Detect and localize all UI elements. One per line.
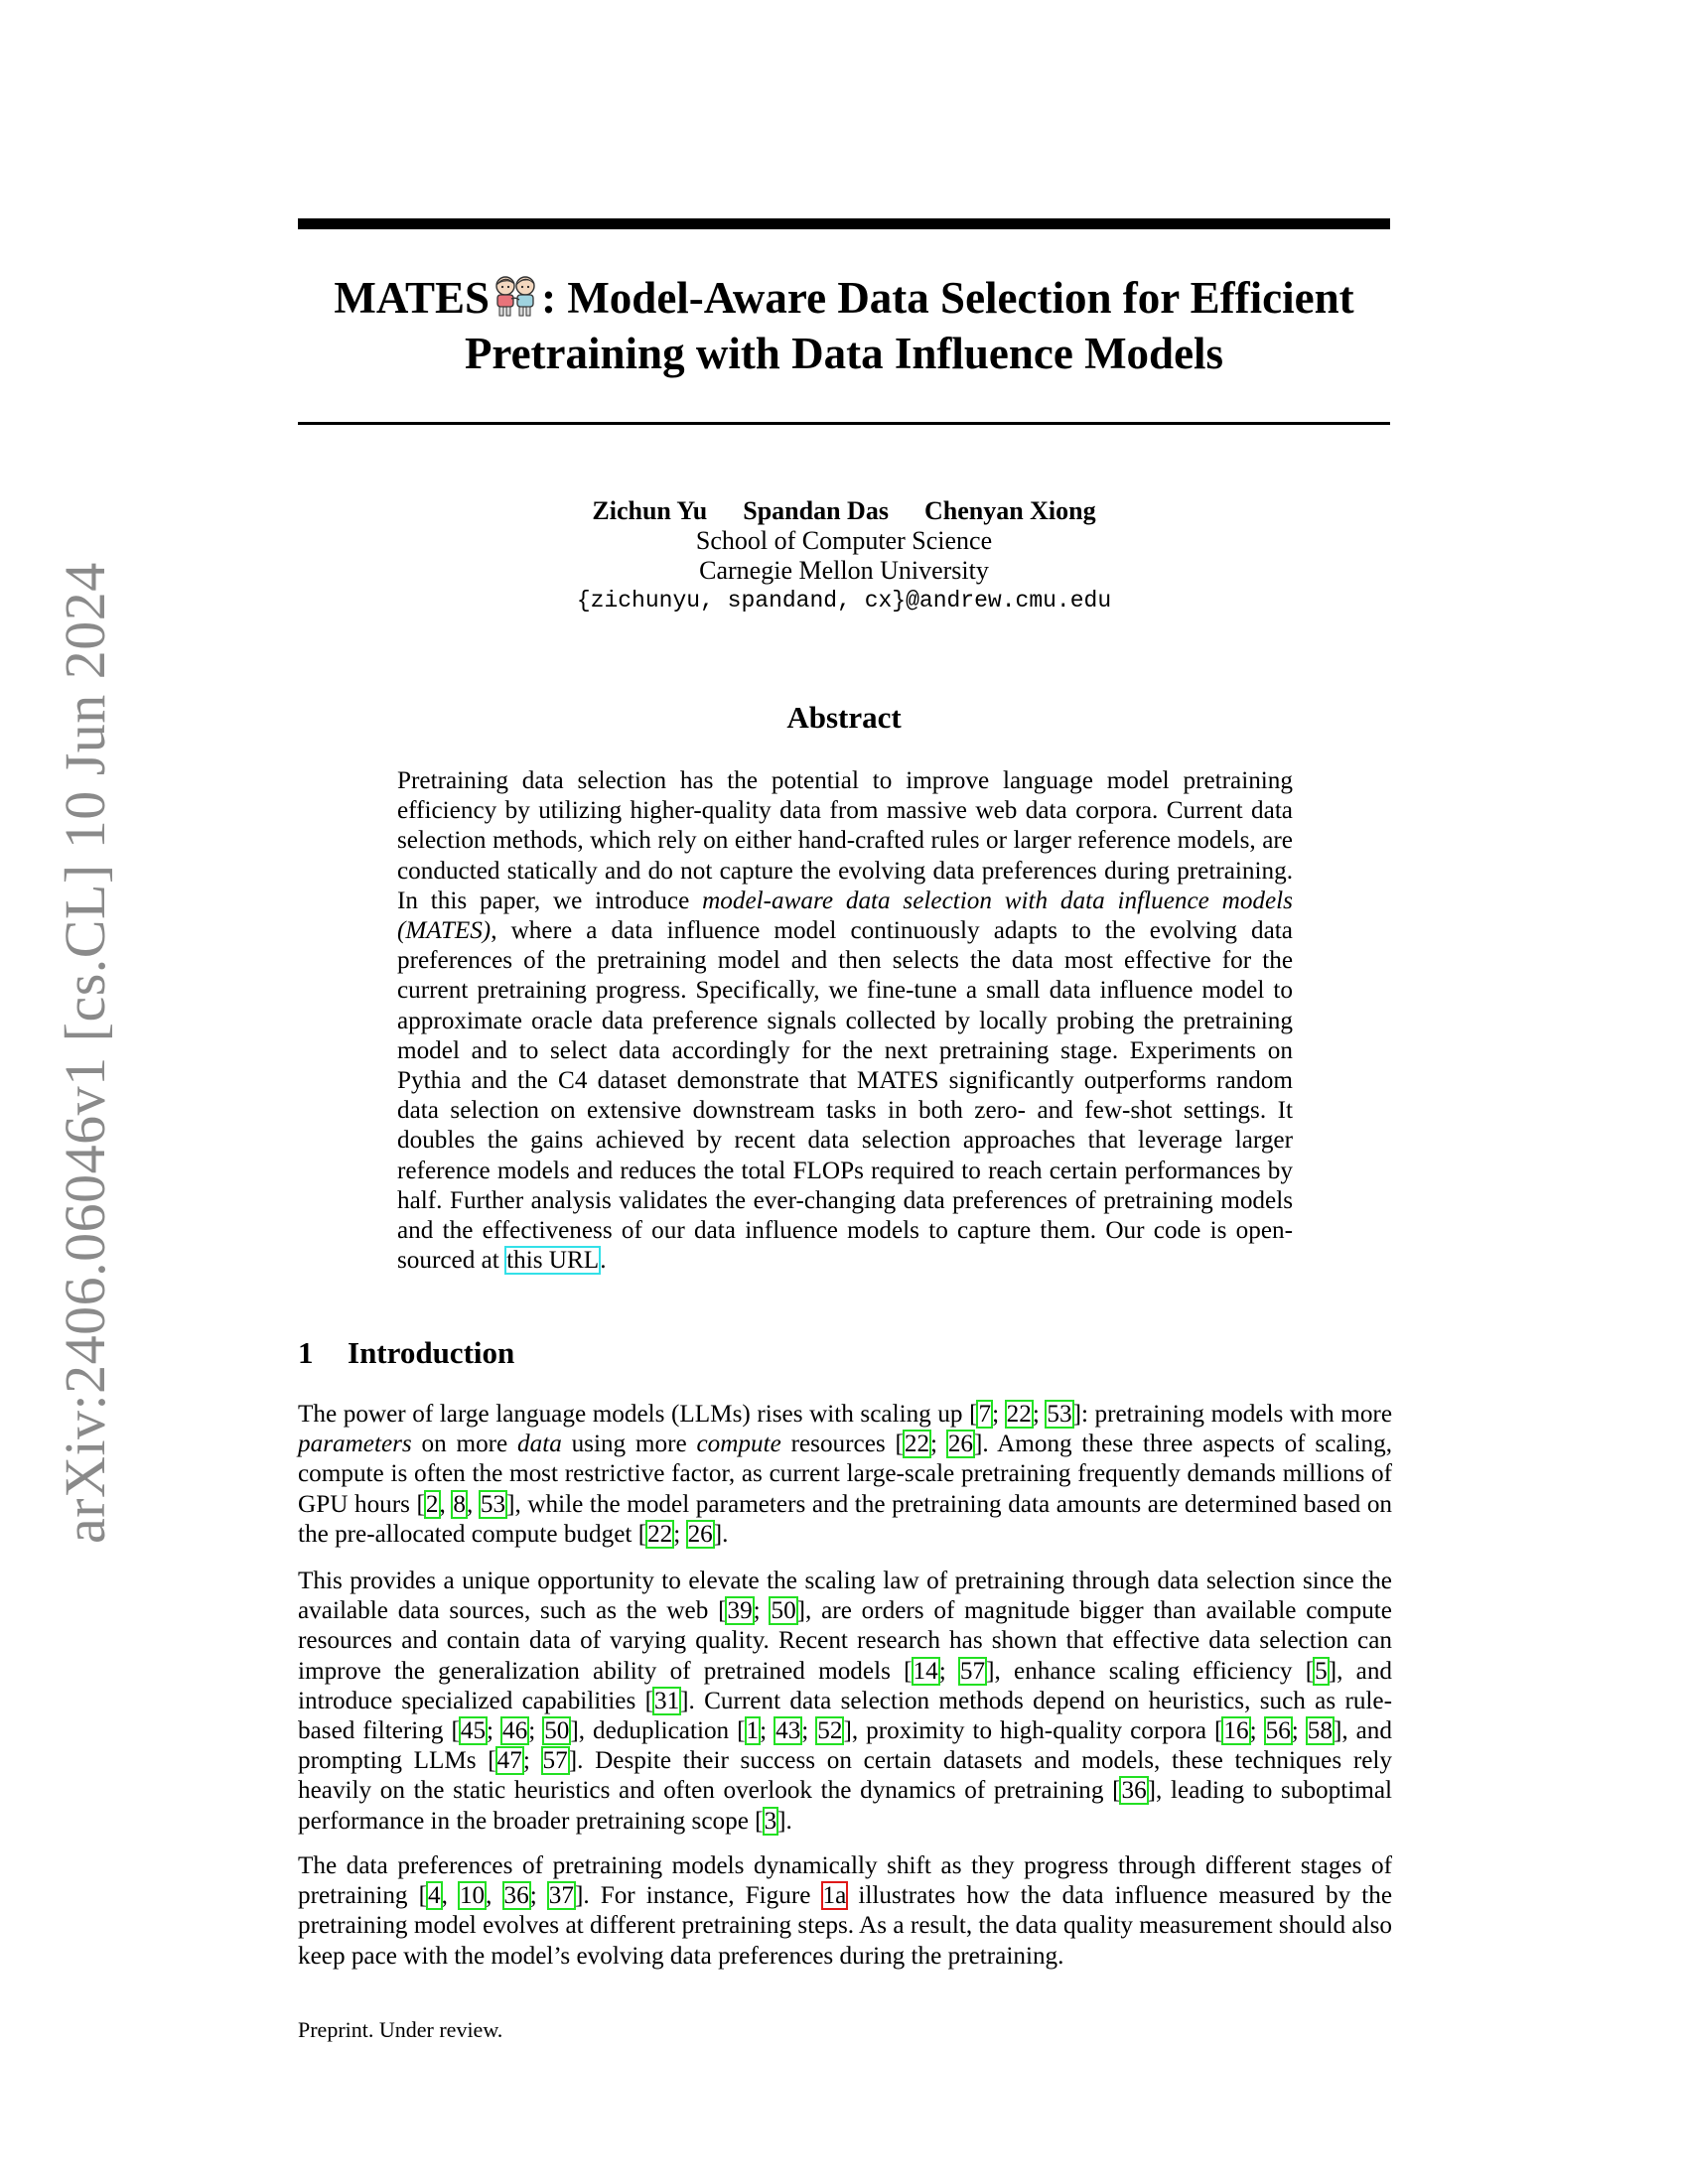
citation-link[interactable]: 37 bbox=[548, 1882, 574, 1910]
paragraph-text: ], leading to suboptimal performance in the broader pretraining scope [ bbox=[298, 1777, 1392, 1835]
paragraph-text: ], while the model parameters and the pretraining data amounts are determined based on the pre-allocated compute budget [ bbox=[298, 1490, 1393, 1548]
citation-link[interactable]: 50 bbox=[771, 1597, 796, 1625]
citation-link[interactable]: 47 bbox=[496, 1747, 522, 1775]
paragraph-text: ]. Among these three aspects of scaling, compute is often the most restrictive factor, as current large-scale pretraining frequently demands millions of GPU hours [ bbox=[298, 1431, 1392, 1518]
affiliation-school: School of Computer Science bbox=[695, 526, 993, 555]
citation-link[interactable]: 22 bbox=[1006, 1401, 1032, 1428]
paragraph-text: on more bbox=[411, 1431, 518, 1458]
author-emails: {zichunyu, spandand, cx}@andrew.cmu.edu bbox=[576, 588, 1112, 614]
figure-reference-link[interactable]: 1a bbox=[822, 1882, 847, 1910]
author-name: Zichun Yu bbox=[592, 496, 708, 525]
paragraph-text: ]. For instance, Figure bbox=[574, 1882, 822, 1910]
title-top-rule bbox=[298, 218, 1390, 229]
title-line-1-rest: : Model-Aware Data Selection for Efficient bbox=[541, 273, 1354, 323]
abstract-text: , where a data influence model continuously adapts to the evolving data preferences of the pretraining model and then selects the data most effective for the current pretraining progress. Specifically, we fine-tune a small data influence model to approximate oracle data preference signals collected by locally probing the pretraining model and to select data accordingly for the next pretraining stage. Experiments on Pythia and the C4 dataset demonstrate that MATES significantly outperforms random data selection on extensive downstream tasks in both zero- and few-shot settings. It doubles the gains achieved by recent data selection approaches that leverage larger reference models and reduces the total FLOPs required to reach certain performances by half. Further analysis validates the ever-changing data preferences of pretraining models and the effectiveness of our data influence models to capture them. Our code is open-sourced at bbox=[397, 917, 1293, 1275]
citation-link[interactable]: 58 bbox=[1307, 1717, 1333, 1745]
title-prefix: MATES bbox=[334, 273, 491, 323]
emphasis-text: compute bbox=[696, 1431, 781, 1458]
paragraph-text: ], are orders of magnitude bigger than available compute resources and contain data of varying quality. Recent research has shown that effective data selection can improve the generalization ability of pretrained models [ bbox=[298, 1597, 1392, 1685]
author-name: Spandan Das bbox=[743, 496, 889, 525]
citation-link[interactable]: 31 bbox=[653, 1687, 680, 1714]
citation-link[interactable]: 22 bbox=[647, 1520, 673, 1548]
arxiv-identifier-stamp[interactable]: arXiv:2406.06046v1 [cs.CL] 10 Jun 2024 bbox=[53, 562, 117, 1544]
citation-link[interactable]: 1 bbox=[746, 1717, 760, 1745]
paragraph-text: ]. bbox=[713, 1520, 729, 1548]
citation-link[interactable]: 14 bbox=[913, 1657, 938, 1685]
citation-link[interactable]: 57 bbox=[542, 1747, 568, 1775]
author-block bbox=[298, 496, 1390, 615]
author-name: Chenyan Xiong bbox=[923, 496, 1096, 525]
paragraph-text: illustrates how the data influence measured by the pretraining model evolves at different pretraining steps. As a result, the data quality measurement should also keep pace with the model’s evolving data preferences during the pretraining. bbox=[298, 1882, 1393, 1970]
paragraph-text: ], enhance scaling efficiency [ bbox=[986, 1657, 1315, 1685]
paragraph-text: ], deduplication [ bbox=[570, 1717, 746, 1745]
paper-title bbox=[298, 270, 1390, 381]
citation-link[interactable]: 43 bbox=[775, 1717, 801, 1745]
code-url-link[interactable]: this URL bbox=[506, 1247, 600, 1275]
paragraph-text: This provides a unique opportunity to elevate the scaling law of pretraining through data selection since the available data sources, such as the web [ bbox=[298, 1568, 1392, 1625]
intro-paragraph-3: The data preferences of pretraining models dynamically shift as they progress through different stages of pretraining [4, 10, 36; 37]. For instance, Figure 1a illustrates how the data influence measured by the pretraining model evolves at different pretraining steps. As a result, the data quality measurement should also keep pace with the model’s evolving data preferences during the pretraining. bbox=[298, 1852, 1393, 1970]
citation-link[interactable]: 7 bbox=[978, 1401, 992, 1428]
citation-link[interactable]: 46 bbox=[502, 1717, 528, 1745]
section-title: Introduction bbox=[348, 1335, 515, 1370]
citation-link[interactable]: 3 bbox=[764, 1807, 777, 1835]
citation-link[interactable]: 16 bbox=[1223, 1717, 1249, 1745]
citation-link[interactable]: 26 bbox=[947, 1431, 974, 1458]
citation-link[interactable]: 39 bbox=[727, 1597, 753, 1625]
citation-link[interactable]: 8 bbox=[453, 1490, 466, 1518]
citation-link[interactable]: 53 bbox=[480, 1490, 506, 1518]
paragraph-text: resources [ bbox=[780, 1431, 904, 1458]
abstract-end: . bbox=[600, 1247, 607, 1275]
citation-link[interactable]: 52 bbox=[817, 1717, 843, 1745]
citation-link[interactable]: 57 bbox=[959, 1657, 986, 1685]
paragraph-text: ]. Current data selection methods depend on heuristics, such as rule-based filtering [ bbox=[298, 1687, 1392, 1745]
abstract-body bbox=[397, 766, 1293, 1276]
paragraph-text: ], proximity to high-quality corpora [ bbox=[843, 1717, 1223, 1745]
section-number: 1 bbox=[298, 1335, 314, 1370]
emphasis-text: parameters bbox=[298, 1431, 412, 1458]
citation-link[interactable]: 22 bbox=[904, 1431, 930, 1458]
citation-link[interactable]: 36 bbox=[503, 1882, 529, 1910]
abstract-heading: Abstract bbox=[786, 700, 902, 735]
intro-paragraph-1: The power of large language models (LLMs) rises with scaling up [7; 22; 53]: pretraining models with more parameters on more data using more compute resources [22; 26]. Among these three aspects of scaling, compute is often the most restrictive factor, as current large-scale pretraining frequently demands millions of GPU hours [2, 8, 53], while the model parameters and the pretraining data amounts are determined based on the pre-allocated compute budget [22; 26]. bbox=[298, 1401, 1393, 1548]
citation-link[interactable]: 5 bbox=[1315, 1657, 1328, 1685]
paragraph-text: ], and introduce specialized capabilities [ bbox=[298, 1657, 1393, 1714]
citation-link[interactable]: 45 bbox=[460, 1717, 487, 1745]
abstract-text: Pretraining data selection has the potential to improve language model pretraining efficiency by utilizing higher-quality data from massive web data corpora. Current data selection methods, which rely on either hand-crafted rules or larger reference models, are conducted statically and do not capture the evolving data preferences during pretraining. In this paper, we introduce bbox=[397, 767, 1293, 914]
citation-link[interactable]: 4 bbox=[427, 1882, 441, 1910]
preprint-footer-note: Preprint. Under review. bbox=[298, 2017, 503, 2042]
citation-link[interactable]: 50 bbox=[544, 1717, 570, 1745]
section-heading-introduction bbox=[298, 1335, 514, 1371]
two-friends-emoji-icon bbox=[491, 275, 540, 319]
title-bottom-rule bbox=[298, 422, 1390, 425]
paragraph-text: ]: pretraining models with more bbox=[1072, 1401, 1392, 1428]
emphasis-text: data bbox=[517, 1431, 562, 1458]
paragraph-text: The power of large language models (LLMs) rises with scaling up [ bbox=[298, 1401, 978, 1428]
intro-paragraph-2: This provides a unique opportunity to elevate the scaling law of pretraining through data selection since the available data sources, such as the web [39; 50], are orders of magnitude bigger than available compute resources and contain data of varying quality. Recent research has shown that effective data selection can improve the generalization ability of pretrained models [14; 57], enhance scaling efficiency [5], and introduce specialized capabilities [31]. Current data selection methods depend on heuristics, such as rule-based filtering [45; 46; 50], deduplication [1; 43; 52], proximity to high-quality corpora [16; 56; 58], and prompting LLMs [47; 57]. Despite their success on certain datasets and models, these techniques rely heavily on the static heuristics and often overlook the dynamics of pretraining [36], leading to suboptimal performance in the broader pretraining scope [3]. bbox=[298, 1568, 1393, 1835]
citation-link[interactable]: 2 bbox=[425, 1490, 439, 1518]
author-names bbox=[298, 496, 1390, 526]
citation-link[interactable]: 36 bbox=[1121, 1777, 1147, 1805]
title-line-2: Pretraining with Data Influence Models bbox=[464, 329, 1224, 378]
citation-link[interactable]: 53 bbox=[1047, 1401, 1072, 1428]
affiliation-university: Carnegie Mellon University bbox=[699, 556, 989, 585]
paragraph-text: The data preferences of pretraining models dynamically shift as they progress through different stages of pretraining [ bbox=[298, 1852, 1392, 1910]
citation-link[interactable]: 26 bbox=[687, 1520, 713, 1548]
citation-link[interactable]: 56 bbox=[1265, 1717, 1291, 1745]
paragraph-text: ]. Despite their success on certain datasets and models, these techniques rely heavily on the static heuristics and often overlook the dynamics of pretraining [ bbox=[298, 1747, 1392, 1805]
citation-link[interactable]: 10 bbox=[459, 1882, 486, 1910]
paragraph-text: ]. bbox=[777, 1807, 792, 1835]
paragraph-text: using more bbox=[561, 1431, 697, 1458]
abstract-italic-term: model-aware data selection with data influence models (MATES) bbox=[397, 887, 1293, 945]
paragraph-text: ], and prompting LLMs [ bbox=[298, 1717, 1392, 1775]
